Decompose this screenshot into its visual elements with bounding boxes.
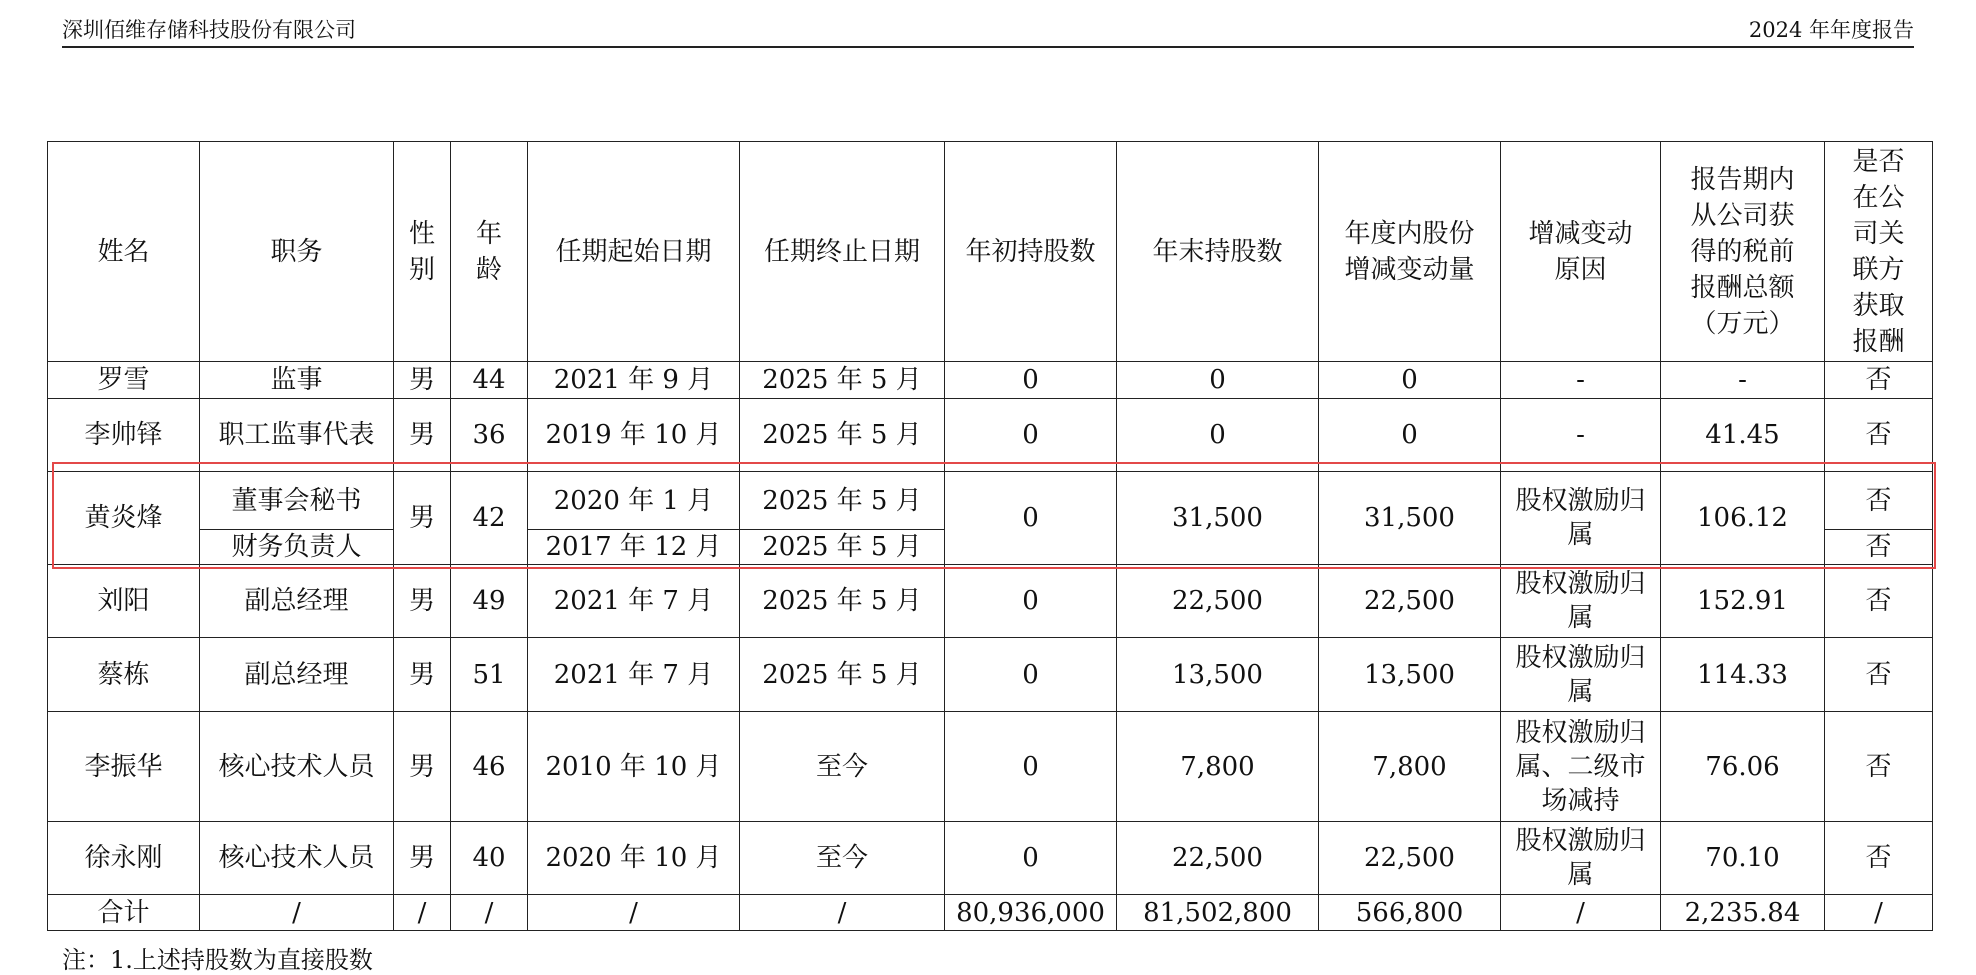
cell-related: 否 [1825,399,1933,472]
cell-begin-shares: 0 [945,822,1117,895]
cell-start: 2017 年 12 月 [528,530,740,565]
cell-begin-shares: 80,936,000 [945,895,1117,931]
cell-pay: 76.06 [1661,712,1825,822]
cell-end: 2025 年 5 月 [740,530,945,565]
cell-start: / [528,895,740,931]
cell-name: 蔡栋 [48,638,200,712]
cell-reason: / [1501,895,1661,931]
col-pay: 报告期内 从公司获 得的税前 报酬总额 （万元） [1661,142,1825,362]
col-start: 任期起始日期 [528,142,740,362]
cell-begin-shares: 0 [945,362,1117,399]
cell-end-shares: 13,500 [1117,638,1319,712]
cell-gender: 男 [394,472,451,565]
footnote: 注：1.上述持股数为直接股数 [62,946,373,974]
cell-change: 0 [1319,399,1501,472]
cell-reason: 股权激励归属 [1501,638,1661,712]
cell-pay: 41.45 [1661,399,1825,472]
cell-end: 至今 [740,822,945,895]
cell-begin-shares: 0 [945,638,1117,712]
cell-reason: 股权激励归属 [1501,472,1661,565]
cell-name: 刘阳 [48,565,200,638]
cell-pay: - [1661,362,1825,399]
cell-change: 566,800 [1319,895,1501,931]
cell-reason: - [1501,399,1661,472]
col-age: 年 龄 [451,142,528,362]
cell-end-shares: 31,500 [1117,472,1319,565]
total-row [48,895,1933,931]
cell-start: 2021 年 7 月 [528,638,740,712]
cell-position: 职工监事代表 [200,399,394,472]
cell-reason: 股权激励归属 [1501,565,1661,638]
cell-pay: 106.12 [1661,472,1825,565]
cell-end: 2025 年 5 月 [740,399,945,472]
cell-gender: 男 [394,822,451,895]
col-position: 职务 [200,142,394,362]
cell-end-shares: 22,500 [1117,565,1319,638]
cell-start: 2010 年 10 月 [528,712,740,822]
cell-start: 2021 年 7 月 [528,565,740,638]
cell-begin-shares: 0 [945,472,1117,565]
cell-reason: 股权激励归属、二级市场减持 [1501,712,1661,822]
cell-position: 监事 [200,362,394,399]
table-row [48,712,1933,822]
table-row [48,565,1933,638]
cell-end-shares: 0 [1117,399,1319,472]
cell-end-shares: 22,500 [1117,822,1319,895]
cell-begin-shares: 0 [945,399,1117,472]
cell-end-shares: 7,800 [1117,712,1319,822]
col-end: 任期终止日期 [740,142,945,362]
cell-start: 2021 年 9 月 [528,362,740,399]
cell-age: 42 [451,472,528,565]
col-begin-shares: 年初持股数 [945,142,1117,362]
cell-end: 2025 年 5 月 [740,638,945,712]
cell-end-shares: 0 [1117,362,1319,399]
cell-gender: 男 [394,638,451,712]
cell-position: 核心技术人员 [200,712,394,822]
cell-change: 0 [1319,362,1501,399]
cell-related: 否 [1825,822,1933,895]
cell-gender: 男 [394,362,451,399]
cell-start: 2020 年 1 月 [528,472,740,530]
cell-name: 李振华 [48,712,200,822]
cell-change: 22,500 [1319,565,1501,638]
cell-end: 2025 年 5 月 [740,362,945,399]
cell-reason: 股权激励归属 [1501,822,1661,895]
cell-position: 副总经理 [200,638,394,712]
cell-gender: 男 [394,565,451,638]
cell-begin-shares: 0 [945,712,1117,822]
cell-gender: 男 [394,399,451,472]
cell-age: 40 [451,822,528,895]
cell-related: 否 [1825,362,1933,399]
col-reason: 增减变动 原因 [1501,142,1661,362]
header-row [48,142,1933,362]
cell-total-label: 合计 [48,895,200,931]
cell-related: / [1825,895,1933,931]
cell-name: 徐永刚 [48,822,200,895]
cell-related: 否 [1825,530,1933,565]
report-title: 2024 年年度报告 [1748,18,1914,42]
col-change: 年度内股份 增减变动量 [1319,142,1501,362]
cell-name: 黄炎烽 [48,472,200,565]
executive-table [47,141,1933,931]
company-name: 深圳佰维存储科技股份有限公司 [62,18,356,42]
cell-change: 22,500 [1319,822,1501,895]
table-row [48,638,1933,712]
table-row [48,399,1933,472]
cell-pay: 114.33 [1661,638,1825,712]
cell-age: 46 [451,712,528,822]
cell-pay: 152.91 [1661,565,1825,638]
cell-name: 李帅铎 [48,399,200,472]
cell-age: 36 [451,399,528,472]
cell-start: 2020 年 10 月 [528,822,740,895]
cell-start: 2019 年 10 月 [528,399,740,472]
cell-related: 否 [1825,638,1933,712]
cell-age: / [451,895,528,931]
cell-age: 49 [451,565,528,638]
table-row [48,472,1933,530]
cell-end: / [740,895,945,931]
cell-age: 44 [451,362,528,399]
cell-change: 13,500 [1319,638,1501,712]
header-rule [62,46,1914,48]
cell-related: 否 [1825,712,1933,822]
cell-gender: / [394,895,451,931]
cell-position: 副总经理 [200,565,394,638]
cell-position: 董事会秘书 [200,472,394,530]
cell-change: 31,500 [1319,472,1501,565]
col-name: 姓名 [48,142,200,362]
col-gender: 性 别 [394,142,451,362]
cell-end: 2025 年 5 月 [740,472,945,530]
cell-position: 财务负责人 [200,530,394,565]
cell-pay: 70.10 [1661,822,1825,895]
cell-end: 2025 年 5 月 [740,565,945,638]
col-end-shares: 年末持股数 [1117,142,1319,362]
cell-age: 51 [451,638,528,712]
cell-position: / [200,895,394,931]
cell-reason: - [1501,362,1661,399]
cell-related: 否 [1825,565,1933,638]
cell-pay: 2,235.84 [1661,895,1825,931]
cell-name: 罗雪 [48,362,200,399]
cell-related: 否 [1825,472,1933,530]
cell-end: 至今 [740,712,945,822]
table-row [48,362,1933,399]
cell-position: 核心技术人员 [200,822,394,895]
cell-gender: 男 [394,712,451,822]
table-row [48,822,1933,895]
cell-begin-shares: 0 [945,565,1117,638]
cell-change: 7,800 [1319,712,1501,822]
cell-end-shares: 81,502,800 [1117,895,1319,931]
col-related: 是否 在公 司关 联方 获取 报酬 [1825,142,1933,362]
